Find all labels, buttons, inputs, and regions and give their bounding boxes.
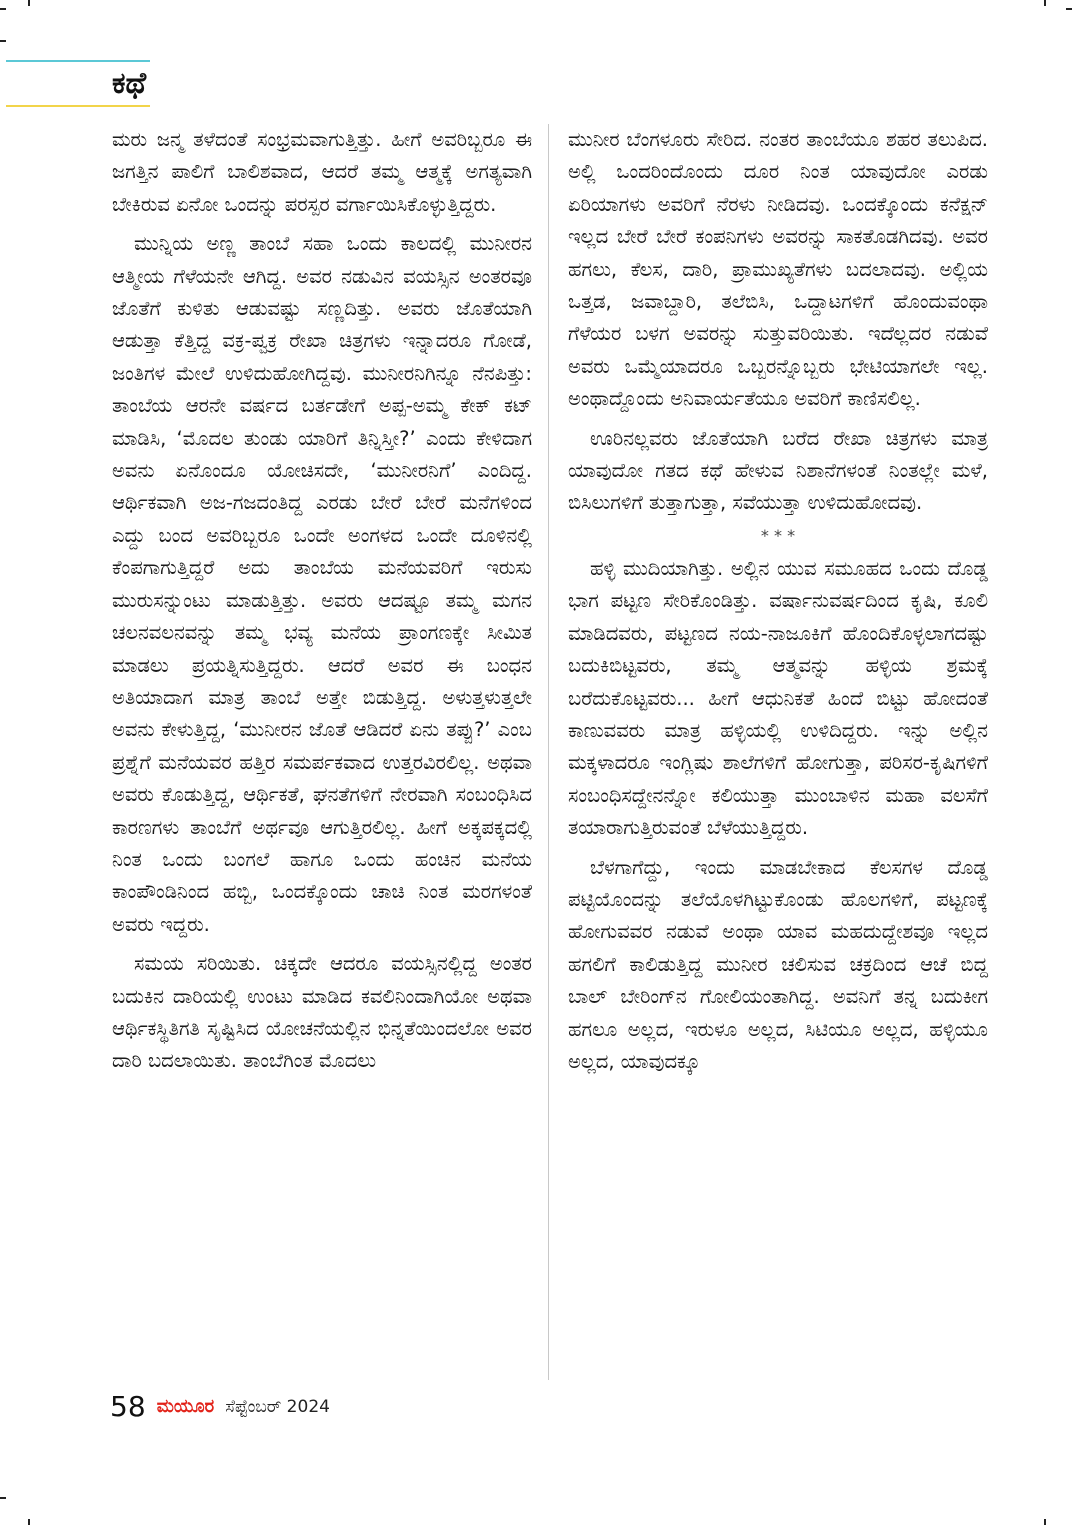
paragraph: ಊರಿನಲ್ಲವರು ಜೊತೆಯಾಗಿ ಬರೆದ ರೇಖಾ ಚಿತ್ರಗಳು ಮಾತ್ರ ಯಾವುದೋ ಗತದ ಕಥೆ ಹೇಳುವ ನಿಶಾನೆಗಳಂತೆ ನಿಂತಲ್ಲೇ ಮಳೆ, ಬಿಸಿಲುಗಳಿಗೆ ತುತ್ತಾಗುತ್ತಾ, ಸವೆಯುತ್ತಾ ಉಳಿದುಹೋದವು. [568,426,988,515]
crop-mark-mid-left [0,40,6,42]
crop-mark-bottom-right-v [1044,1519,1046,1525]
paragraph: ಬೆಳಗಾಗೆದ್ದು, ಇಂದು ಮಾಡಬೇಕಾದ ಕೆಲಸಗಳ ದೊಡ್ಡ ಪಟ್ಟಿಯೊಂದನ್ನು ತಲೆಯೊಳಗಿಟ್ಟುಕೊಂಡು ಹೊಲಗಳಿಗೆ, ಪಟ್ಟಣಕ್ಕೆ ಹೋಗುವವರ ನಡುವೆ ಅಂಥಾ ಯಾವ ಮಹದುದ್ದೇಶವೂ ಇಲ್ಲದ ಹಗಲಿಗೆ ಕಾಲಿಡುತ್ತಿದ್ದ ಮುನೀರ ಚಲಿಸುವ ಚಕ್ರದಿಂದ ಆಚೆ ಬಿದ್ದ ಬಾಲ್ ಬೇರಿಂಗ್‌ನ ಗೋಲಿಯಂತಾಗಿದ್ದ. ಅವನಿಗೆ ತನ್ನ ಬದುಕೀಗ ಹಗಲೂ ಅಲ್ಲದ, ಇರುಳೂ ಅಲ್ಲದ, ಸಿಟಿಯೂ ಅಲ್ಲದ, ಹಳ್ಳಿಯೂ ಅಲ್ಲದ, ಯಾವುದಕ್ಕೂ [568,855,988,1073]
column-divider [548,124,549,1380]
section-title: ಕಥೆ [112,66,147,101]
paragraph: ಮುನ್ನಿಯ ಅಣ್ಣ ತಾಂಬೆ ಸಹಾ ಒಂದು ಕಾಲದಲ್ಲಿ ಮುನೀರನ ಆತ್ಮೀಯ ಗೆಳೆಯನೇ ಆಗಿದ್ದ. ಅವರ ನಡುವಿನ ವಯಸ್ಸಿನ ಅಂತರವೂ ಜೊತೆಗೆ ಕುಳಿತು ಆಡುವಷ್ಟು ಸಣ್ಣದಿತ್ತು. ಅವರು ಜೊತೆಯಾಗಿ ಆಡುತ್ತಾ ಕೆತ್ತಿದ್ದ ವಕ್ರ-ಪ್ವಕ್ರ ರೇಖಾ ಚಿತ್ರಗಳು ಇನ್ನಾದರೂ ಗೋಡೆ, ಜಂತಿಗಳ ಮೇಲೆ ಉಳಿದುಹೋಗಿದ್ದವು. ಮುನೀರನಿಗಿನ್ನೂ ನೆನಪಿತ್ತು: ತಾಂಬೆಯ ಆರನೇ ವರ್ಷದ ಬರ್ತಡೇಗೆ ಅಪ್ಪ-ಅಮ್ಮ ಕೇಕ್ ಕಟ್ ಮಾಡಿಸಿ, ‘ಮೊದಲ ತುಂಡು ಯಾರಿಗೆ ತಿನ್ನಿಸ್ತೀ?’ ಎಂದು ಕೇಳಿದಾಗ ಅವನು ಏನೊಂದೂ ಯೋಚಿಸದೇ, ‘ಮುನೀರನಿಗೆ’ ಎಂದಿದ್ದ. ಆರ್ಥಿಕವಾಗಿ ಅಜ-ಗಜದಂತಿದ್ದ ಎರಡು ಬೇರೆ ಬೇರೆ ಮನೆಗಳಿಂದ ಎದ್ದು ಬಂದ ಅವರಿಬ್ಬರೂ ಒಂದೇ ಅಂಗಳದ ಒಂದೇ ದೂಳಿನಲ್ಲಿ ಕೆಂಪಗಾಗುತ್ತಿದ್ದರೆ ಅದು ತಾಂಬೆಯ ಮನೆಯವರಿಗೆ ಇರುಸು ಮುರುಸನ್ನುಂಟು ಮಾಡುತ್ತಿತ್ತು. ಅವರು ಆದಷ್ಟೂ ತಮ್ಮ ಮಗನ ಚಲನವಲನವನ್ನು ತಮ್ಮ ಭವ್ಯ ಮನೆಯ ಪ್ರಾಂಗಣಕ್ಕೇ ಸೀಮಿತ ಮಾಡಲು ಪ್ರಯತ್ನಿಸುತ್ತಿದ್ದರು. ಆದರೆ ಅವರ ಈ ಬಂಧನ ಅತಿಯಾದಾಗ ಮಾತ್ರ ತಾಂಬೆ ಅತ್ತೇ ಬಿಡುತ್ತಿದ್ದ. ಅಳುತ್ತಳುತ್ತಲೇ ಅವನು ಕೇಳುತ್ತಿದ್ದ, ‘ಮುನೀರನ ಜೊತೆ ಆಡಿದರೆ ಏನು ತಪ್ಪು?’ ಎಂಬ ಪ್ರಶ್ನೆಗೆ ಮನೆಯವರ ಹತ್ತಿರ ಸಮರ್ಪಕವಾದ ಉತ್ತರವಿರಲಿಲ್ಲ. ಅಥವಾ ಅವರು ಕೊಡುತ್ತಿದ್ದ, ಆರ್ಥಿಕತೆ, ಘನತೆಗಳಿಗೆ ನೇರವಾಗಿ ಸಂಬಂಧಿಸಿದ ಕಾರಣಗಳು ತಾಂಬೆಗೆ ಅರ್ಥವೂ ಆಗುತ್ತಿರಲಿಲ್ಲ. ಹೀಗೆ ಅಕ್ಕಪಕ್ಕದಲ್ಲಿ ನಿಂತ ಒಂದು ಬಂಗಲೆ ಹಾಗೂ ಒಂದು ಹಂಚಿನ ಮನೆಯ ಕಾಂಪೌಂಡಿನಿಂದ ಹಬ್ಬಿ, ಒಂದಕ್ಕೊಂದು ಚಾಚಿ ನಿಂತ ಮರಗಳಂತೆ ಅವರು ಇದ್ದರು. [112,232,532,936]
magazine-logo: ಮಯೂರ [156,1396,215,1417]
page-footer [110,1390,330,1430]
crop-mark-top-right [1066,8,1072,10]
crop-mark-top-right-v [1044,0,1046,6]
crop-mark-bottom-left-v [28,1519,30,1525]
crop-mark-bottom-left [0,1497,6,1499]
header-accent-rule-yellow [6,105,150,107]
paragraph: ಸಮಯ ಸರಿಯಿತು. ಚಿಕ್ಕದೇ ಆದರೂ ವಯಸ್ಸಿನಲ್ಲಿದ್ದ ಅಂತರ ಬದುಕಿನ ದಾರಿಯಲ್ಲಿ ಉಂಟು ಮಾಡಿದ ಕವಲಿನಿಂದಾಗಿಯೋ ಅಥವಾ ಆರ್ಥಿಕಸ್ಥಿತಿಗತಿ ಸೃಷ್ಟಿಸಿದ ಯೋಚನೆಯಲ್ಲಿನ ಭಿನ್ನತೆಯಿಂದಲೋ ಅವರ ದಾರಿ ಬದಲಾಯಿತು. ತಾಂಬೆಗಿಂತ ಮೊದಲು [112,952,532,1073]
paragraph: ಮರು ಜನ್ಮ ತಳೆದಂತೆ ಸಂಭ್ರಮವಾಗುತ್ತಿತ್ತು. ಹೀಗೆ ಅವರಿಬ್ಬರೂ ಈ ಜಗತ್ತಿನ ಪಾಲಿಗೆ ಬಾಲಿಶವಾದ, ಆದರೆ ತಮ್ಮ ಆತ್ಮಕ್ಕೆ ಅಗತ್ಯವಾಗಿ ಬೇಕಿರುವ ಏನೋ ಒಂದನ್ನು ಪರಸ್ಪರ ವರ್ಗಾಯಿಸಿಕೊಳ್ಳುತ್ತಿದ್ದರು. [112,128,532,216]
page-number: 58 [110,1390,146,1423]
header-accent-rule-cyan [6,60,150,62]
paragraph: ಮುನೀರ ಬೆಂಗಳೂರು ಸೇರಿದ. ನಂತರ ತಾಂಬೆಯೂ ಶಹರ ತಲುಪಿದ. ಅಲ್ಲಿ ಒಂದರಿಂದೊಂದು ದೂರ ನಿಂತ ಯಾವುದೋ ಎರಡು ಏರಿಯಾಗಳು ಅವರಿಗೆ ನೆರಳು ನೀಡಿದವು. ಒಂದಕ್ಕೊಂದು ಕನೆಕ್ಷನ್ ಇಲ್ಲದ ಬೇರೆ ಬೇರೆ ಕಂಪನಿಗಳು ಅವರನ್ನು ಸಾಕತೊಡಗಿದವು. ಅವರ ಹಗಲು, ಕೆಲಸ, ದಾರಿ, ಪ್ರಾಮುಖ್ಯತೆಗಳು ಬದಲಾದವು. ಅಲ್ಲಿಯ ಒತ್ತಡ, ಜವಾಬ್ದಾರಿ, ತಲೆಬಿಸಿ, ಒದ್ದಾಟಗಳಿಗೆ ಹೊಂದುವಂಥಾ ಗೆಳೆಯರ ಬಳಗ ಅವರನ್ನು ಸುತ್ತುವರಿಯಿತು. ಇದೆಲ್ಲದರ ನಡುವೆ ಅವರು ಒಮ್ಮೆಯಾದರೂ ಒಬ್ಬರನ್ನೊಬ್ಬರು ಭೇಟಿಯಾಗಲೇ ಇಲ್ಲ. ಅಂಥಾದ್ದೊಂದು ಅನಿವಾರ್ಯತೆಯೂ ಅವರಿಗೆ ಕಾಣಿಸಲಿಲ್ಲ. [568,128,988,411]
right-column [568,124,988,1085]
crop-mark-top-left-v [28,0,30,6]
section-break-stars: * * * [760,525,796,545]
crop-mark-top-left [0,8,6,10]
paragraph: ಹಳ್ಳಿ ಮುದಿಯಾಗಿತ್ತು. ಅಲ್ಲಿನ ಯುವ ಸಮೂಹದ ಒಂದು ದೊಡ್ಡ ಭಾಗ ಪಟ್ಟಣ ಸೇರಿಕೊಂಡಿತ್ತು. ವರ್ಷಾನುವರ್ಷದಿಂದ ಕೃಷಿ, ಕೂಲಿ ಮಾಡಿದವರು, ಪಟ್ಟಣದ ನಯ-ನಾಜೂಕಿಗೆ ಹೊಂದಿಕೊಳ್ಳಲಾಗದಷ್ಟು ಬದುಕಿಬಿಟ್ಟವರು, ತಮ್ಮ ಆತ್ಮವನ್ನು ಹಳ್ಳಿಯ ಶ್ರಮಕ್ಕೆ ಬರೆದುಕೊಟ್ಟವರು... ಹೀಗೆ ಆಧುನಿಕತೆ ಹಿಂದೆ ಬಿಟ್ಟು ಹೋದಂತೆ ಕಾಣುವವರು ಮಾತ್ರ ಹಳ್ಳಿಯಲ್ಲಿ ಉಳಿದಿದ್ದರು. ಇನ್ನು ಅಲ್ಲಿನ ಮಕ್ಕಳಾದರೂ ಇಂಗ್ಲಿಷು ಶಾಲೆಗಳಿಗೆ ಹೋಗುತ್ತಾ, ಪರಿಸರ-ಕೃಷಿಗಳಿಗೆ ಸಂಬಂಧಿಸದ್ದೇನನ್ನೋ ಕಲಿಯುತ್ತಾ ಮುಂಬಾಳಿನ ಮಹಾ ವಲಸೆಗೆ ತಯಾರಾಗುತ್ತಿರುವಂತೆ ಬೆಳೆಯುತ್ತಿದ್ದರು. [568,556,988,840]
left-column [112,124,532,1085]
issue-date: ಸೆಪ್ಟೆಂಬರ್ 2024 [225,1396,330,1417]
